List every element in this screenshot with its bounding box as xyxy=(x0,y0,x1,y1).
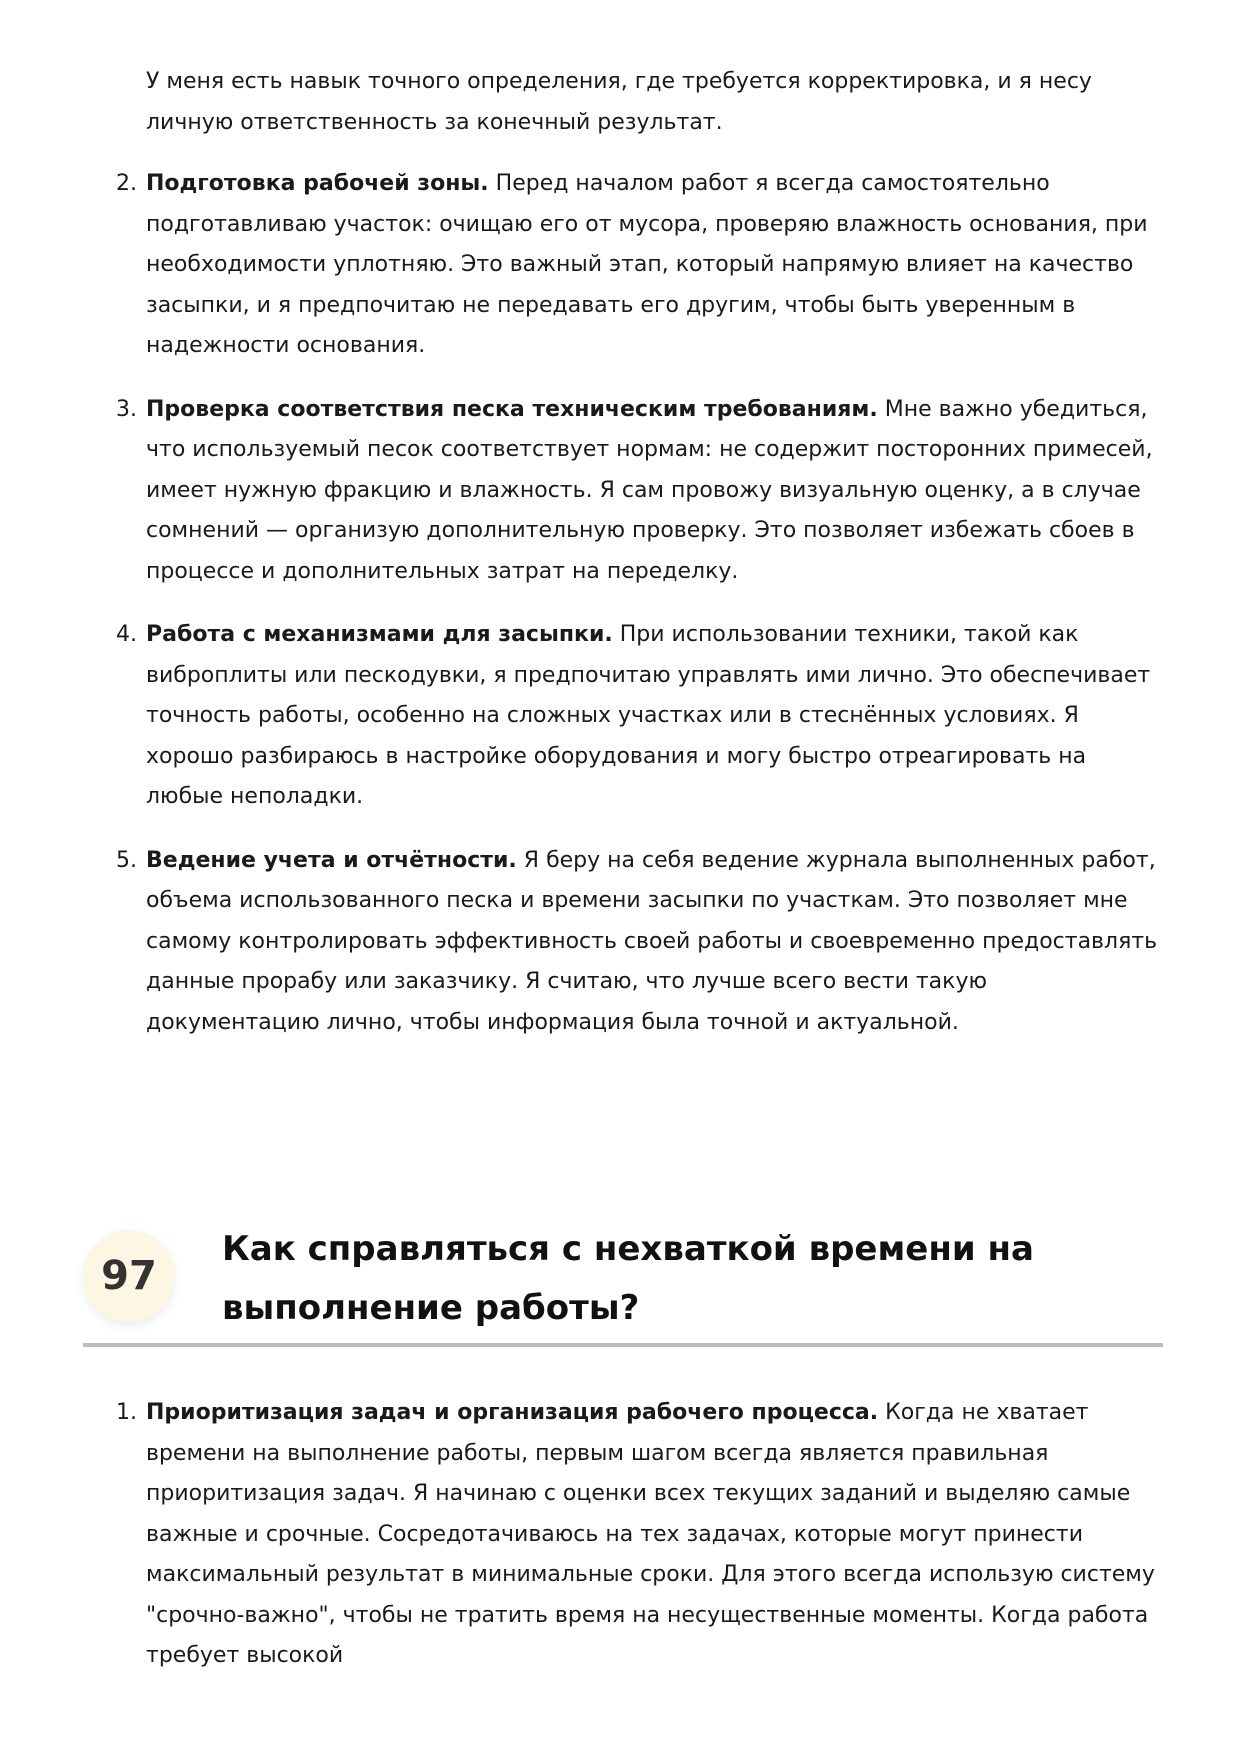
list-number: 4. xyxy=(116,622,137,647)
list-item xyxy=(0,390,1166,593)
list-item xyxy=(0,841,1166,1044)
list-item xyxy=(0,615,1166,818)
item-text: При использовании техники, такой как виброплиты или пескодувки, я предпочитаю управлять ими лично. Это обеспечивает точность работы, особенно на сложных участках или в стеснённых условиях. Я хорошо разбираюсь в настройке оборудования и могу быстро отреагировать на любые неполадки. xyxy=(146,622,1151,809)
list-number: 1. xyxy=(116,1400,137,1425)
list-number: 3. xyxy=(116,396,137,422)
list-number: 5. xyxy=(116,847,137,873)
item-title: Проверка соответствия песка техническим требованиям. xyxy=(146,396,878,422)
item-title: Работа с механизмами для засыпки. xyxy=(146,622,613,647)
answer-list xyxy=(0,164,1239,1066)
item-text: Перед началом работ я всегда самостоятельно подготавливаю участок: очищаю его от мусора, проверяю влажность основания, при необходимости уплотняю. Это важный этап, который напрямую влияет на качество засыпки, и я предпочитаю не передавать его другим, чтобы быть уверенным в надежности основания. xyxy=(146,171,1148,358)
item-title: Приоритизация задач и организация рабочего процесса. xyxy=(146,1400,879,1425)
item-text: Я беру на себя ведение журнала выполненных работ, объема использованного песка и времени засыпки по участкам. Это позволяет мне самому контролировать эффективность своей работы и своевременно предоставлять данные прорабу или заказчику. Я считаю, что лучше всего вести такую документацию лично, чтобы информация была точной и актуальной. xyxy=(146,847,1158,1035)
item-text: Мне важно убедиться, что используемый песок соответствует нормам: не содержит посторонних примесей, имеет нужную фракцию и влажность. Я сам провожу визуальную оценку, а в случае сомнений — организую дополнительную проверку. Это позволяет избежать сбоев в процессе и дополнительных затрат на переделку. xyxy=(146,396,1153,584)
question-header xyxy=(83,1222,1163,1347)
paragraph: У меня есть навык точного определения, где требуется корректировка, и я несу личную ответственность за конечный результат. xyxy=(146,69,1092,135)
answer-list xyxy=(0,1393,1239,1700)
list-item xyxy=(0,164,1166,367)
item-title: Подготовка рабочей зоны. xyxy=(146,171,489,196)
item-title: Ведение учета и отчётности. xyxy=(146,847,517,873)
list-number: 2. xyxy=(116,171,137,196)
item-text: Когда не хватает времени на выполнение работы, первым шагом всегда является правильная приоритизация задач. Я начинаю с оценки всех текущих заданий и выделяю самые важные и срочные. Сосредотачиваюсь на тех задачах, которые могут принести максимальный результат в минимальные сроки. Для этого всегда использую систему "срочно-важно", чтобы не тратить время на несущественные моменты. Когда работа требует высокой xyxy=(146,1400,1155,1668)
question-title: Как справляться с нехваткой времени на выполнение работы? xyxy=(222,1229,1034,1328)
list-item xyxy=(0,1393,1166,1677)
question-number-badge: 97 xyxy=(83,1230,175,1322)
